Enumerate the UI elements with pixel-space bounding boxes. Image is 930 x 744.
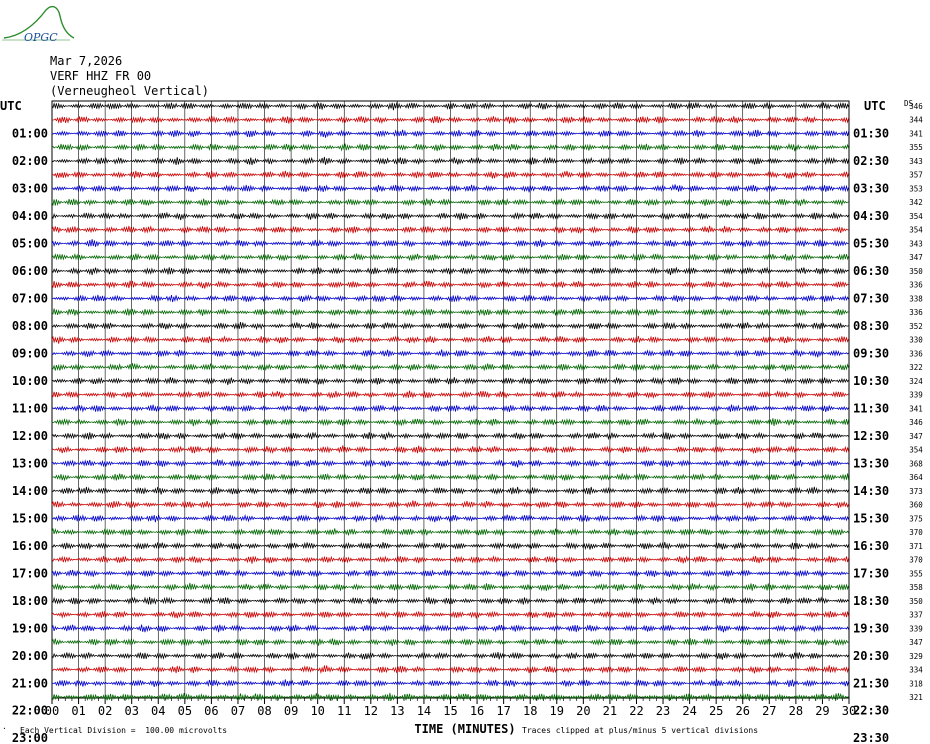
ds-value: 370 <box>909 555 923 565</box>
right-hour-label: 22:30 <box>853 703 890 718</box>
left-hour-label: 13:00 <box>11 456 48 471</box>
right-hour-label: 07:30 <box>853 291 890 306</box>
left-hour-label: 22:00 <box>11 703 48 718</box>
ds-value: 336 <box>909 349 923 359</box>
right-hour-label: 15:30 <box>853 511 890 526</box>
right-hour-label: 02:30 <box>853 153 890 168</box>
ds-value: 347 <box>909 431 923 441</box>
x-tick-label: 25 <box>708 704 724 718</box>
x-tick-label: 24 <box>682 704 697 718</box>
left-hour-label: 03:00 <box>11 181 48 196</box>
x-tick-label: 27 <box>762 704 777 718</box>
x-tick-label: 20 <box>576 704 591 718</box>
x-tick-label: 30 <box>841 704 857 718</box>
x-tick-label: 04 <box>151 704 166 718</box>
right-hour-label: 06:30 <box>853 263 890 278</box>
x-tick-label: 00 <box>44 704 60 718</box>
ds-value: 347 <box>909 638 923 648</box>
left-hour-label: 21:00 <box>11 676 48 691</box>
x-tick-label: 18 <box>522 704 538 718</box>
x-tick-label: 21 <box>602 704 618 718</box>
left-hour-label: 11:00 <box>11 401 48 416</box>
ds-value: 354 <box>909 225 923 235</box>
right-hour-label: 12:30 <box>853 428 890 443</box>
ds-value: 343 <box>909 156 923 166</box>
ds-value: 330 <box>909 335 923 345</box>
x-tick-label: 13 <box>390 704 405 718</box>
ds-value: 322 <box>909 363 923 373</box>
left-hour-label: 07:00 <box>11 291 48 306</box>
left-hour-label: 01:00 <box>11 126 48 141</box>
ds-value: 358 <box>909 583 923 593</box>
x-tick-label: 11 <box>337 704 352 718</box>
ds-value: 375 <box>909 514 923 524</box>
left-hour-label: 17:00 <box>11 566 48 581</box>
right-hour-label: 10:30 <box>853 373 890 388</box>
ds-value: 364 <box>909 473 923 483</box>
x-tick-label: 07 <box>230 704 246 718</box>
ds-value: 352 <box>909 321 923 331</box>
ds-value: 329 <box>909 651 923 661</box>
ds-value: 344 <box>909 115 923 125</box>
right-hour-label: 03:30 <box>853 181 890 196</box>
ds-value: 341 <box>909 404 923 414</box>
left-hour-label: 15:00 <box>11 511 48 526</box>
x-tick-label: 14 <box>416 704 432 718</box>
logo-text: OPGC <box>24 31 58 44</box>
right-hour-label: 11:30 <box>853 401 890 416</box>
ds-value: 321 <box>909 693 923 702</box>
ds-value: 350 <box>909 266 923 276</box>
x-tick-label: 08 <box>257 704 272 718</box>
ds-value: 336 <box>909 308 923 318</box>
right-axis-title: UTC <box>864 99 886 113</box>
right-hour-label: 08:30 <box>853 318 890 333</box>
x-tick-label: 02 <box>97 704 113 718</box>
x-tick-label: 16 <box>469 704 485 718</box>
ds-value: 346 <box>909 102 923 111</box>
x-tick-label: 05 <box>177 704 193 718</box>
x-tick-label: 23 <box>655 704 671 718</box>
left-hour-label: 23:00 <box>11 731 48 744</box>
x-tick-label: 22 <box>629 704 644 718</box>
x-tick-label: 26 <box>735 704 750 718</box>
right-hour-label: 09:30 <box>853 346 890 361</box>
location-label: (Verneugheol Vertical) <box>50 84 209 98</box>
left-hour-label: 06:00 <box>11 263 48 278</box>
ds-value: 354 <box>909 211 923 221</box>
ds-value: 343 <box>909 239 923 249</box>
left-hour-label: 16:00 <box>11 538 48 553</box>
ds-value: 353 <box>909 184 923 194</box>
clip-note: Traces clipped at plus/minus 5 vertical divisions <box>522 726 759 735</box>
x-tick-label: 19 <box>549 704 564 718</box>
right-hour-label: 14:30 <box>853 483 890 498</box>
ds-value: 318 <box>909 679 923 689</box>
right-hour-label: 19:30 <box>853 621 890 636</box>
ds-value: 338 <box>909 294 923 304</box>
left-hour-label: 18:00 <box>11 593 48 608</box>
left-hour-label: 19:00 <box>11 621 48 636</box>
left-hour-label: 09:00 <box>11 346 48 361</box>
x-tick-label: 17 <box>496 704 511 718</box>
ds-title: DS <box>904 99 914 108</box>
left-hour-label: 02:00 <box>11 153 48 168</box>
right-hour-label: 01:30 <box>853 126 890 141</box>
right-hour-label: 21:30 <box>853 676 890 691</box>
station-label: VERF HHZ FR 00 <box>50 69 152 83</box>
ds-value: 373 <box>909 486 923 496</box>
left-hour-label: 10:00 <box>11 373 48 388</box>
opgc-logo <box>2 7 74 44</box>
right-hour-label: 16:30 <box>853 538 890 553</box>
x-tick-label: 28 <box>788 704 804 718</box>
ds-value: 337 <box>909 610 923 620</box>
date-label: Mar 7,2026 <box>50 54 123 68</box>
x-tick-label: 01 <box>71 704 86 718</box>
ds-value: 355 <box>909 569 923 579</box>
ds-value: 336 <box>909 280 923 290</box>
ds-value: 355 <box>909 143 923 153</box>
ds-value: 324 <box>909 376 923 386</box>
ds-value: 354 <box>909 445 923 455</box>
ds-value: 342 <box>909 198 923 208</box>
right-hour-label: 13:30 <box>853 456 890 471</box>
ds-value: 347 <box>909 253 923 263</box>
ds-value: 360 <box>909 500 923 510</box>
ds-value: 368 <box>909 459 923 469</box>
right-hour-label: 20:30 <box>853 648 890 663</box>
x-tick-label: 12 <box>363 704 379 718</box>
x-tick-label: 10 <box>310 704 325 718</box>
left-hour-label: 04:00 <box>11 208 48 223</box>
ds-value: 371 <box>909 541 923 551</box>
left-hour-label: 14:00 <box>11 483 48 498</box>
x-tick-label: 03 <box>124 704 139 718</box>
ds-value: 339 <box>909 390 923 400</box>
ds-value: 350 <box>909 596 923 606</box>
ds-value: 370 <box>909 528 923 538</box>
ds-value: 339 <box>909 624 923 634</box>
x-tick-label: 29 <box>815 704 830 718</box>
right-hour-label: 18:30 <box>853 593 890 608</box>
left-hour-label: 20:00 <box>11 648 48 663</box>
left-axis-title: UTC <box>0 99 22 113</box>
ds-value: 334 <box>909 665 923 675</box>
ds-value: 341 <box>909 129 923 139</box>
left-hour-label: 12:00 <box>11 428 48 443</box>
left-hour-label: 08:00 <box>11 318 48 333</box>
right-hour-label: 05:30 <box>853 236 890 251</box>
x-axis-title: TIME (MINUTES) <box>414 722 516 736</box>
ds-value: 357 <box>909 170 923 180</box>
ds-value: 346 <box>909 418 923 428</box>
scale-note: Each Vertical Division = 100.00 microvolts <box>20 726 228 735</box>
x-tick-label: 15 <box>443 704 458 718</box>
x-tick-label: 06 <box>204 704 219 718</box>
right-hour-label: 04:30 <box>853 208 890 223</box>
left-hour-label: 05:00 <box>11 236 48 251</box>
x-tick-label: 09 <box>283 704 299 718</box>
right-hour-label: 23:30 <box>853 731 890 744</box>
footer-marker: · <box>2 724 7 733</box>
right-hour-label: 17:30 <box>853 566 890 581</box>
